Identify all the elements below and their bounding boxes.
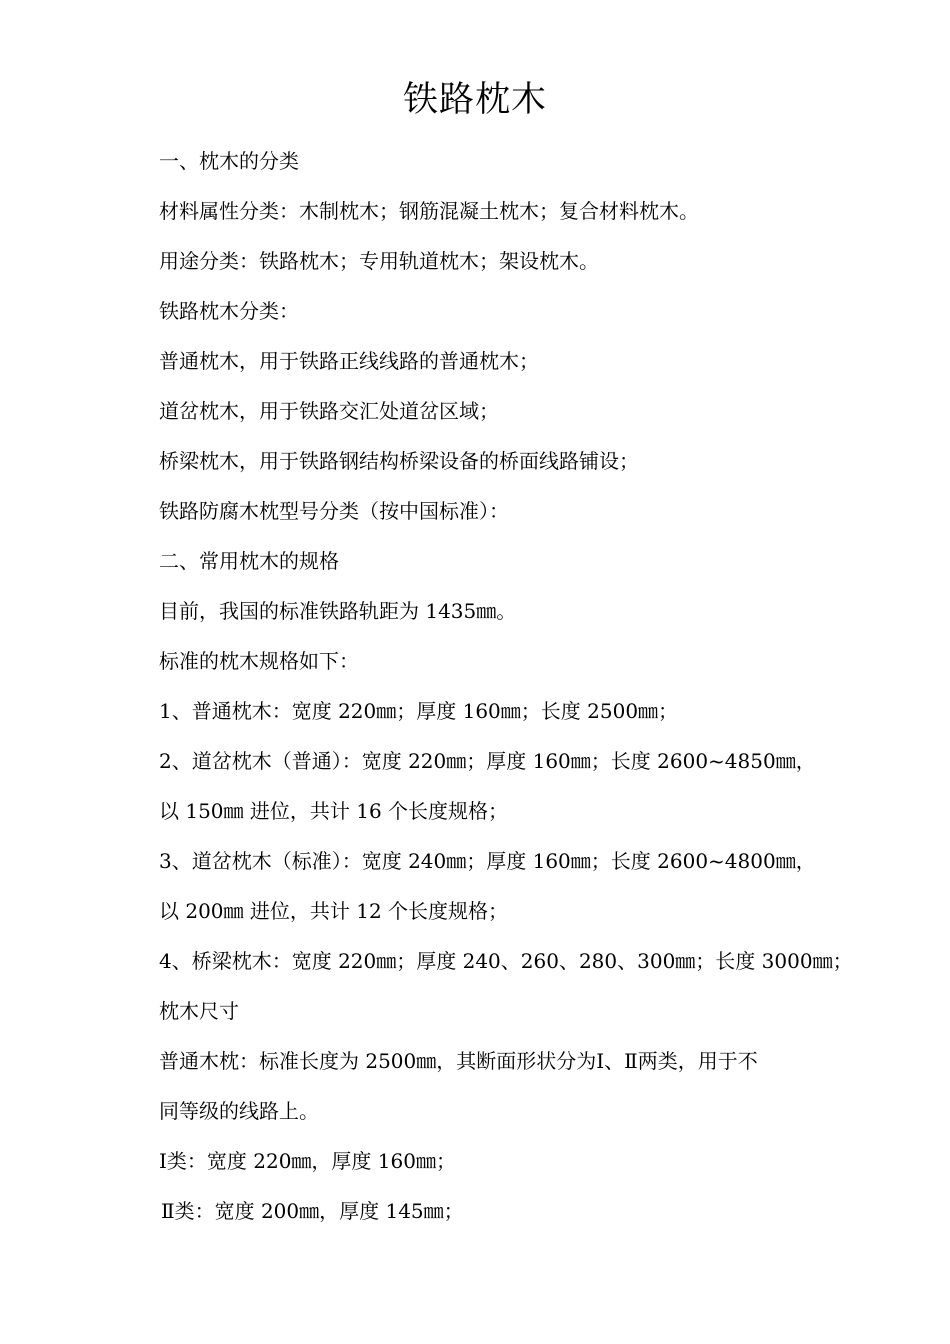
section-heading-specifications: 二、常用枕木的规格: [159, 549, 339, 573]
spec-item-ordinary: 1、普通枕木：宽度 220㎜；厚度 160㎜；长度 2500㎜；: [159, 699, 679, 723]
spec-item-switch-ordinary-continued: 以 150㎜ 进位，共计 16 个长度规格；: [159, 799, 509, 823]
spec-item-bridge: 4、桥梁枕木：宽度 220㎜；厚度 240、260、280、300㎜；长度 3000㎜；: [159, 949, 853, 973]
paragraph-railway-sleeper-classification: 铁路枕木分类：: [159, 299, 299, 323]
paragraph-bridge-sleeper: 桥梁枕木，用于铁路钢结构桥梁设备的桥面线路铺设；: [159, 449, 639, 473]
spec-item-switch-standard-continued: 以 200㎜ 进位，共计 12 个长度规格；: [159, 899, 509, 923]
spec-item-switch-ordinary: 2、道岔枕木（普通）：宽度 220㎜；厚度 160㎜；长度 2600~4850㎜，: [159, 749, 816, 773]
document-title: 铁路枕木: [402, 80, 547, 120]
paragraph-ordinary-wood-sleeper: 普通木枕：标准长度为 2500㎜，其断面形状分为Ⅰ、Ⅱ两类，用于不: [159, 1049, 758, 1073]
paragraph-material-classification: 材料属性分类：木制枕木；钢筋混凝土枕木；复合材料枕木。: [159, 199, 699, 223]
paragraph-ordinary-sleeper: 普通枕木，用于铁路正线线路的普通枕木；: [159, 349, 539, 373]
paragraph-usage-classification: 用途分类：铁路枕木；专用轨道枕木；架设枕木。: [159, 249, 599, 273]
paragraph-standard-specs-intro: 标准的枕木规格如下：: [159, 649, 359, 673]
spec-class-two: Ⅱ类：宽度 200㎜，厚度 145㎜；: [161, 1199, 464, 1223]
section-heading-classification: 一、枕木的分类: [159, 149, 299, 173]
paragraph-ordinary-wood-sleeper-continued: 同等级的线路上。: [159, 1099, 319, 1123]
paragraph-preservative-sleeper-types: 铁路防腐木枕型号分类（按中国标准）：: [159, 499, 509, 523]
paragraph-sleeper-dimensions-heading: 枕木尺寸: [159, 999, 239, 1023]
spec-item-switch-standard: 3、道岔枕木（标准）：宽度 240㎜；厚度 160㎜；长度 2600~4800㎜，: [159, 849, 816, 873]
paragraph-switch-sleeper: 道岔枕木，用于铁路交汇处道岔区域；: [159, 399, 499, 423]
document-body: [159, 142, 853, 1242]
paragraph-track-gauge: 目前，我国的标准铁路轨距为 1435㎜。: [159, 599, 517, 623]
spec-class-one: Ⅰ类：宽度 220㎜，厚度 160㎜；: [159, 1149, 456, 1173]
